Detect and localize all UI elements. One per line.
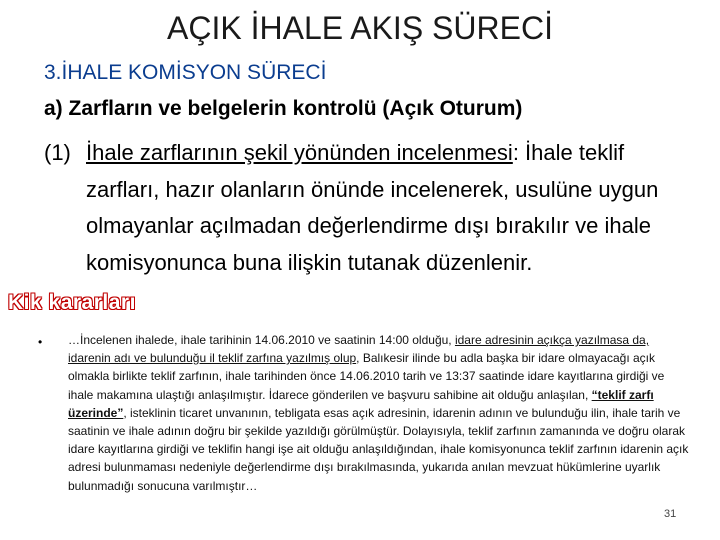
decision-paragraph xyxy=(68,331,690,495)
item-1 xyxy=(44,135,684,281)
item-1-body xyxy=(86,135,684,281)
kik-decisions-label: Kik kararları xyxy=(8,291,136,314)
decision-text-2: , Balıkesir ilinde bu adla başka bir idare olmayacağı açık olmakla birlikte teklif zarfının, ihale tarihinden önce 14.06.2010 tarih ve 13:37 saatinde idare kayıtlarına girdiği ve ihale makamına ulaştığı anlaşılmıştır. İdarece gönderilen ve başvuru sahibine ait olduğu anlaşılan, xyxy=(68,351,665,402)
item-1-heading: İhale zarflarının şekil yönünden incelenmesi xyxy=(86,140,513,165)
item-1-colon: : xyxy=(512,140,519,165)
decision-text-3: , isteklinin ticaret unvanının, tebligata esas açık adresinin, idarenin adının ve bulunduğu ilin, ihale tarih ve saatinin ve ihale adının doğru bir şekilde yazıldığı görülmüştür. Dolayısıyla, teklif zarfının zamanında ve doğru olarak idare kayıtlarına girdiği ve teklifin hangi işe ait olduğu anlaşıldığından, ihale komisyonunca teklif zarfının idarenin açık adresi bulunmaması nedeniyle değerlendirme dışı bırakılmasında, yukarıda anılan mevzuat hükümlerine uyarlık bulunmadığı sonucuna varılmıştır… xyxy=(68,405,689,493)
page-title: AÇIK İHALE AKIŞ SÜRECİ xyxy=(167,10,553,46)
decision-text-1: …İncelenen ihalede, ihale tarihinin 14.06.2010 ve saatinin 14:00 olduğu, xyxy=(68,333,455,347)
bullet-icon: • xyxy=(38,335,43,349)
item-1-text: İhale teklif zarfları, hazır olanların önünde incelenerek, usulüne uygun olmayanlar açılmadan değerlendirme dışı bırakılır ve ihale komisyonunca buna ilişkin tutanak düzenlenir. xyxy=(86,140,659,275)
page-number: 31 xyxy=(664,508,677,520)
section-a-heading: a) Zarfların ve belgelerin kontrolü (Açık Oturum) xyxy=(44,97,523,120)
decision-underlined-2: “teklif zarfı üzerinde” xyxy=(68,387,654,420)
section-subtitle: 3.İHALE KOMİSYON SÜRECİ xyxy=(44,61,327,84)
item-1-number: (1) xyxy=(44,140,71,165)
decision-underlined-1: idare adresinin açıkça yazılmasa da, idarenin adı ve bulunduğu il teklif zarfına yazılmış olup xyxy=(68,333,650,366)
